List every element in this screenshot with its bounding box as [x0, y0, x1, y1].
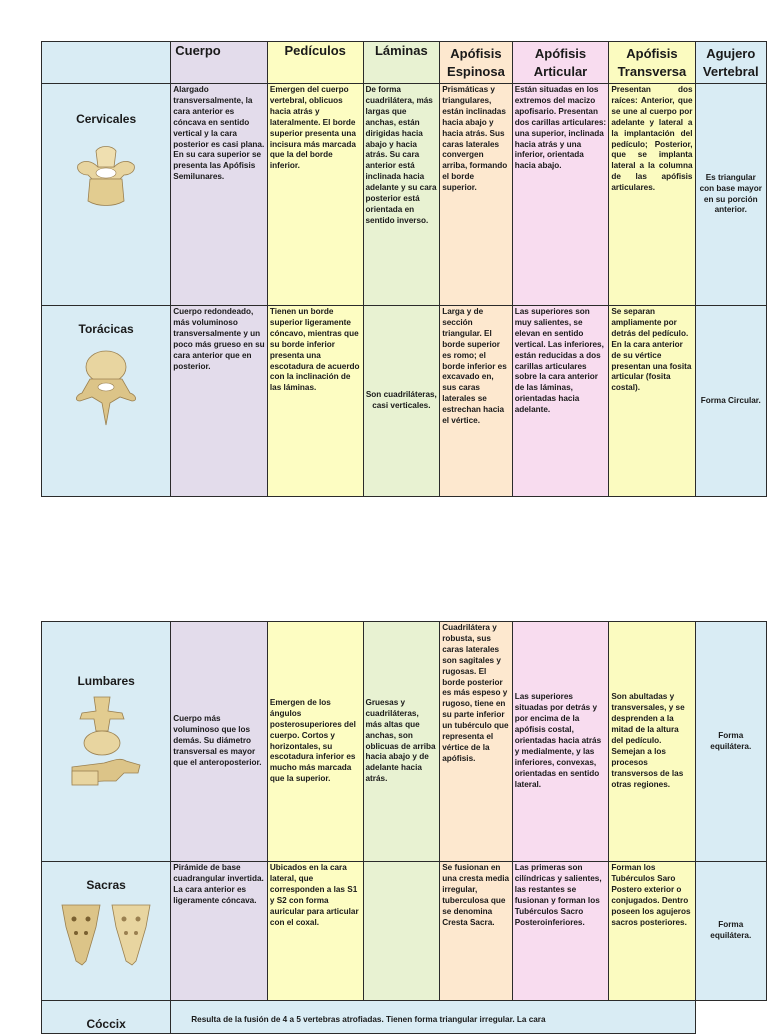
lumbares-pediculos: Emergen de los ángulos posterosuperiores del cuerpo. Cortos y horizontales, su escotadura inferior es mucho más marcada que la superior. [267, 622, 363, 862]
toracicas-transversa: Se separan ampliamente por detrás del pedículo. En la cara anterior de su vértice presentan una fosita articular (fosita costal). [609, 306, 695, 497]
lumbar-vertebra-image [64, 691, 148, 801]
cervicales-label: Cervicales [76, 112, 137, 126]
cervicales-laminas: De forma cuadrilátera, más largas que anchas, están dirigidas hacia abajo y hacia atrás. Su cara anterior está inclinada hacia adelante y su cara posterior está orientada en sentido inverso. [363, 84, 440, 306]
toracicas-espinosa: Larga y de sección triangular. El borde superior es romo; el borde inferior es excavado en, sus caras laterales se estrechan hacia el vértice. [440, 306, 513, 497]
sacras-articular: Las primeras son cilíndricas y salientes, las restantes se fusionan y forman los Tubérculos Sacro Posteroinferiores. [512, 862, 609, 1001]
row-label-sacras [42, 862, 171, 1001]
cervicales-articular: Están situadas en los extremos del macizo apofisario. Presentan dos carillas articulares: una superior, inclinada hacia atrás y una inferior, orientada hacia abajo. [512, 84, 609, 306]
coccix-empty [695, 1001, 767, 1034]
header-espinosa: Apófisis Espinosa [440, 42, 513, 84]
header-cuerpo: Cuerpo [171, 42, 268, 84]
toracicas-cuerpo: Cuerpo redondeado, más voluminoso transversalmente y un poco más grueso en su cara anterior que en posterior. [171, 306, 268, 497]
sacras-pediculos: Ubicados en la cara lateral, que corresponden a las S1 y S2 con forma auricular para articular con el coxal. [267, 862, 363, 1001]
cervicales-espinosa: Prismáticas y triangulares, están inclinadas hacia abajo y hacia atrás. Sus caras laterales convergen arriba, formando el borde superior. [440, 84, 513, 306]
thoracic-vertebra-image [70, 345, 142, 429]
header-agujero: Agujero Vertebral [695, 42, 767, 84]
sacras-transversa: Forman los Tubérculos Saro Postero exterior o conjugados. Dentro poseen los agujeros sacros posteriores. [609, 862, 695, 1001]
sacras-cuerpo: Pirámide de base cuadrangular invertida. La cara anterior es ligeramente cóncava. [171, 862, 268, 1001]
toracicas-articular: Las superiores son muy salientes, se elevan en sentido vertical. Las inferiores, están reducidas a dos carillas articulares sobre la cara anterior de las láminas, orientadas hacia adelante. [512, 306, 609, 497]
cervical-vertebra-image [70, 135, 142, 209]
lumbares-label: Lumbares [77, 674, 135, 688]
lumbares-agujero: Forma equilátera. [695, 622, 767, 862]
cervicales-cuerpo: Alargado transversalmente, la cara anterior es cóncava en sentido vertical y la cara posterior es casi plana. En su cara superior se presenta las Apófisis Semilunares. [171, 84, 268, 306]
sacrum-image [56, 899, 156, 967]
lumbares-laminas: Gruesas y cuadriláteras, más altas que anchas, son oblicuas de arriba hacia abajo y de adelante hacia atrás. [363, 622, 440, 862]
row-label-coccix [42, 1001, 171, 1034]
toracicas-laminas: Son cuadriláteras, casi verticales. [363, 306, 440, 497]
coccix-label: Cóccix [86, 1017, 126, 1031]
lumbares-cuerpo: Cuerpo más voluminoso que los demás. Su diámetro transversal es mayor que el anteroposterior. [171, 622, 268, 862]
row-label-toracicas [42, 306, 171, 497]
cervicales-transversa: Presentan dos raíces: Anterior, que se une al cuerpo por adelante y lateral a la implantación del pedículo; Posterior, que se implanta lateral a la columna de las apófisis articulares. [609, 84, 695, 306]
sacras-agujero: Forma equilátera. [695, 862, 767, 1001]
toracicas-agujero: Forma Circular. [695, 306, 767, 497]
sacras-laminas [363, 862, 440, 1001]
header-laminas: Láminas [363, 42, 440, 84]
sacras-espinosa: Se fusionan en una cresta media irregular, tuberculosa que se denomina Cresta Sacra. [440, 862, 513, 1001]
coccix-description: Resulta de la fusión de 4 a 5 vertebras atrofiadas. Tienen forma triangular irregular. La cara [171, 1001, 695, 1034]
row-label-cervicales [42, 84, 171, 306]
toracicas-pediculos: Tienen un borde superior ligeramente cóncavo, mientras que su borde inferior presenta una escotadura de acuerdo con la inclinación de las láminas. [267, 306, 363, 497]
lumbares-espinosa: Cuadrilátera y robusta, sus caras laterales son sagitales y rugosas. El borde posterior es más espeso y rugoso, tiene en su parte inferior un tubérculo que representa el vértice de la apófisis. [440, 622, 513, 862]
sacras-label: Sacras [86, 878, 126, 892]
header-empty [42, 42, 171, 84]
lumbares-transversa: Son abultadas y transversales, y se desprenden a la mitad de la altura del pedículo. Semejan a los procesos transversos de las otras regiones. [609, 622, 695, 862]
cervicales-agujero: Es triangular con base mayor en su porción anterior. [695, 84, 767, 306]
cervicales-pediculos: Emergen del cuerpo vertebral, oblicuos hacia atrás y lateralmente. El borde superior presenta una incisura más marcada que la del borde inferior. [267, 84, 363, 306]
header-transversa: Apófisis Transversa [609, 42, 695, 84]
row-label-lumbares [42, 622, 171, 862]
header-articular: Apófisis Articular [512, 42, 609, 84]
vertebra-table-bottom [41, 621, 767, 1034]
vertebra-table-top [41, 41, 767, 497]
toracicas-label: Torácicas [78, 322, 134, 336]
lumbares-articular: Las superiores situadas por detrás y por encima de la apófisis costal, orientadas hacia atrás y medialmente, y las inferiores, convexas, orientadas en sentido lateral. [512, 622, 609, 862]
header-pediculos: Pedículos [267, 42, 363, 84]
